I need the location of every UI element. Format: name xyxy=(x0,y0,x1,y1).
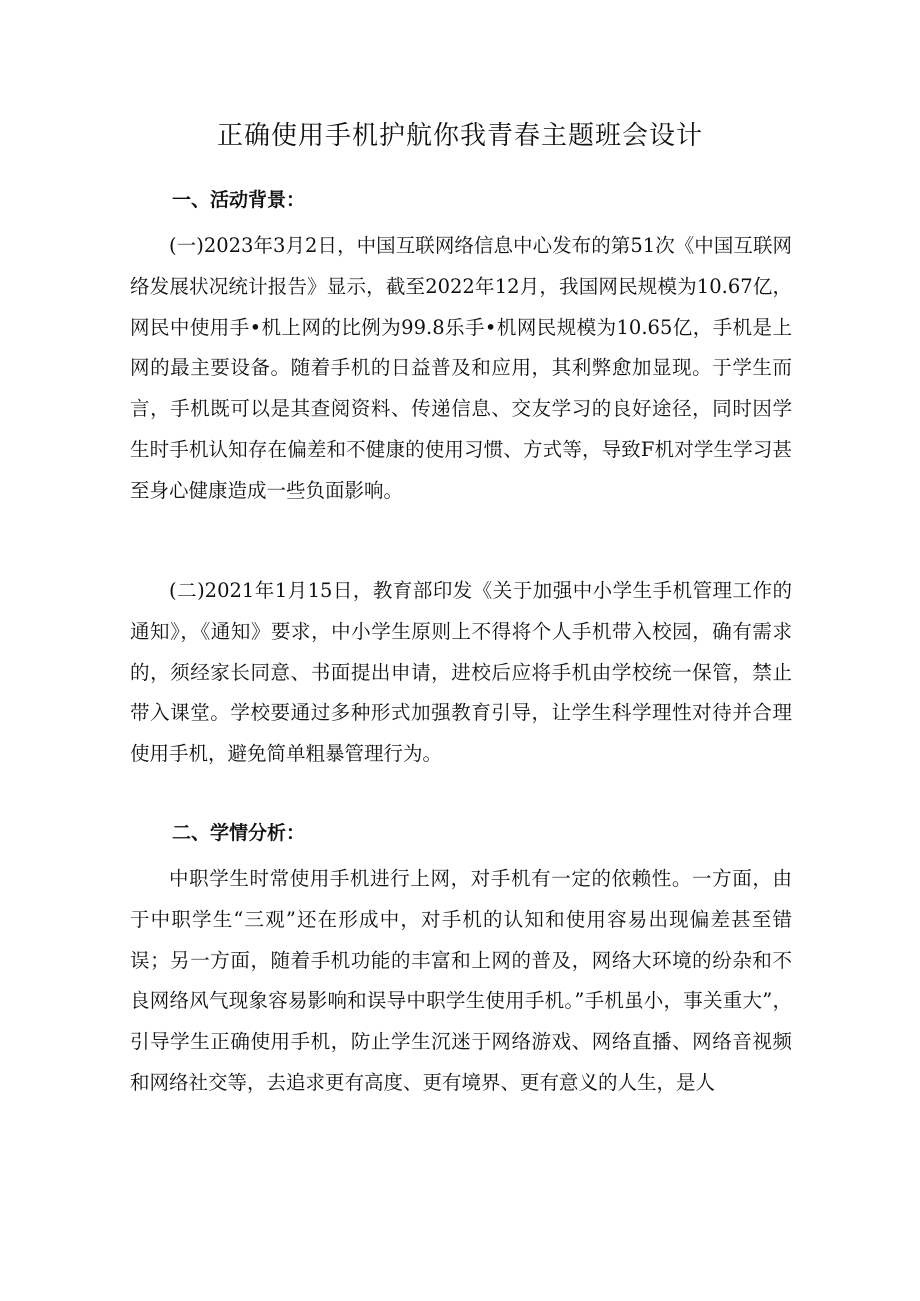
paragraph-background-2: (二)2021年1月15日，教育部印发《关于加强中小学生手机管理工作的通知》，《通知》要求，中小学生原则上不得将个人手机带入校园，确有需求的，须经家长同意、书面提出申请，进校后应将手机由学校统一保管，禁止带入课堂。学校要通过多种形式加强教育引导，让学生科学理性对待并合理使用手机，避免简单粗暴管理行为。 xyxy=(130,579,792,766)
paragraph-analysis-1: 中职学生时常使用手机进行上网，对手机有一定的依赖性。一方面，由于中职学生“三观”还在形成中，对手机的认知和使用容易出现偏差甚至错误；另一方面，随着手机功能的丰富和上网的普及，网络大环境的纷杂和不良网络风气现象容易影响和误导中职学生使用手机。”手机虽小，事关重大”，引导学生正确使用手机，防止学生沉迷于网络游戏、网络直播、网络音视频和网络社交等，去追求更有高度、更有境界、更有意义的人生，是人 xyxy=(130,867,792,1094)
paragraph-background-1: (一)2023年3月2日，中国互联网络信息中心发布的第51次《中国互联网络发展状况统计报告》显示，截至2022年12月，我国网民规模为10.67亿，网民中使用手•机上网的比例为99.8乐手•机网民规模为10.65亿，手机是上网的最主要设备。随着手机的日益普及和应用，其利弊愈加显现。于学生而言，手机既可以是其查阅资料、传递信息、交友学习的良好途径，同时因学生时手机认知存在偏差和不健康的使用习惯、方式等，导致F机对学生学习甚至身心健康造成一些负面影响。 xyxy=(130,234,792,502)
document-title: 正确使用手机护航你我青春主题班会设计 xyxy=(216,121,703,151)
section-heading-background: 一、活动背景： xyxy=(172,189,306,211)
section-heading-analysis: 二、学情分析： xyxy=(172,822,306,844)
